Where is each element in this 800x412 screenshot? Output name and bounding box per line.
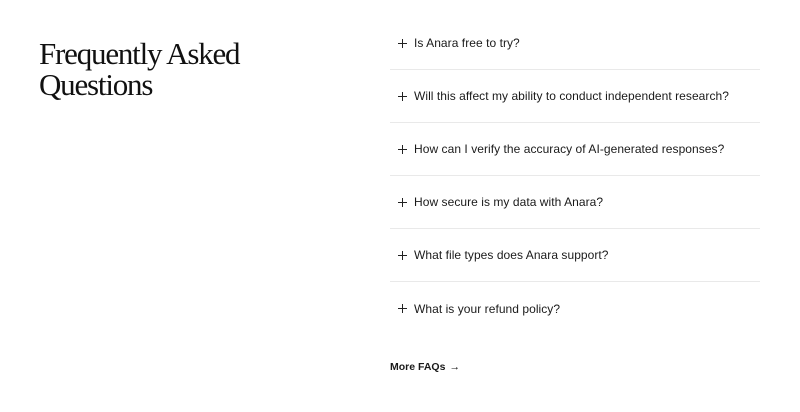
faq-list [390,17,760,335]
faq-question: What file types does Anara support? [414,248,609,262]
faq-item-free-trial[interactable] [390,17,760,70]
plus-icon [398,304,408,314]
faq-question: How can I verify the accuracy of AI-generated responses? [414,142,725,156]
plus-icon [398,250,408,260]
page-title-line-2: Questions [39,67,153,102]
faq-item-independent-research[interactable] [390,70,760,123]
page-title-line-1: Frequently Asked [39,36,240,71]
arrow-right-icon: → [449,360,460,373]
faq-item-refund-policy[interactable] [390,282,760,335]
faq-item-verify-accuracy[interactable] [390,123,760,176]
faq-question: Is Anara free to try? [414,36,520,50]
faq-question: How secure is my data with Anara? [414,195,604,209]
plus-icon [398,197,408,207]
faq-question: Will this affect my ability to conduct independent research? [414,89,729,103]
faq-question: What is your refund policy? [414,301,561,316]
faq-item-data-security[interactable] [390,176,760,229]
plus-icon [398,91,408,101]
faq-item-file-types[interactable] [390,229,760,282]
page-title [39,38,359,100]
more-faqs-link[interactable] [390,361,460,373]
more-faqs-label: More FAQs [390,361,446,373]
plus-icon [398,38,408,48]
plus-icon [398,144,408,154]
